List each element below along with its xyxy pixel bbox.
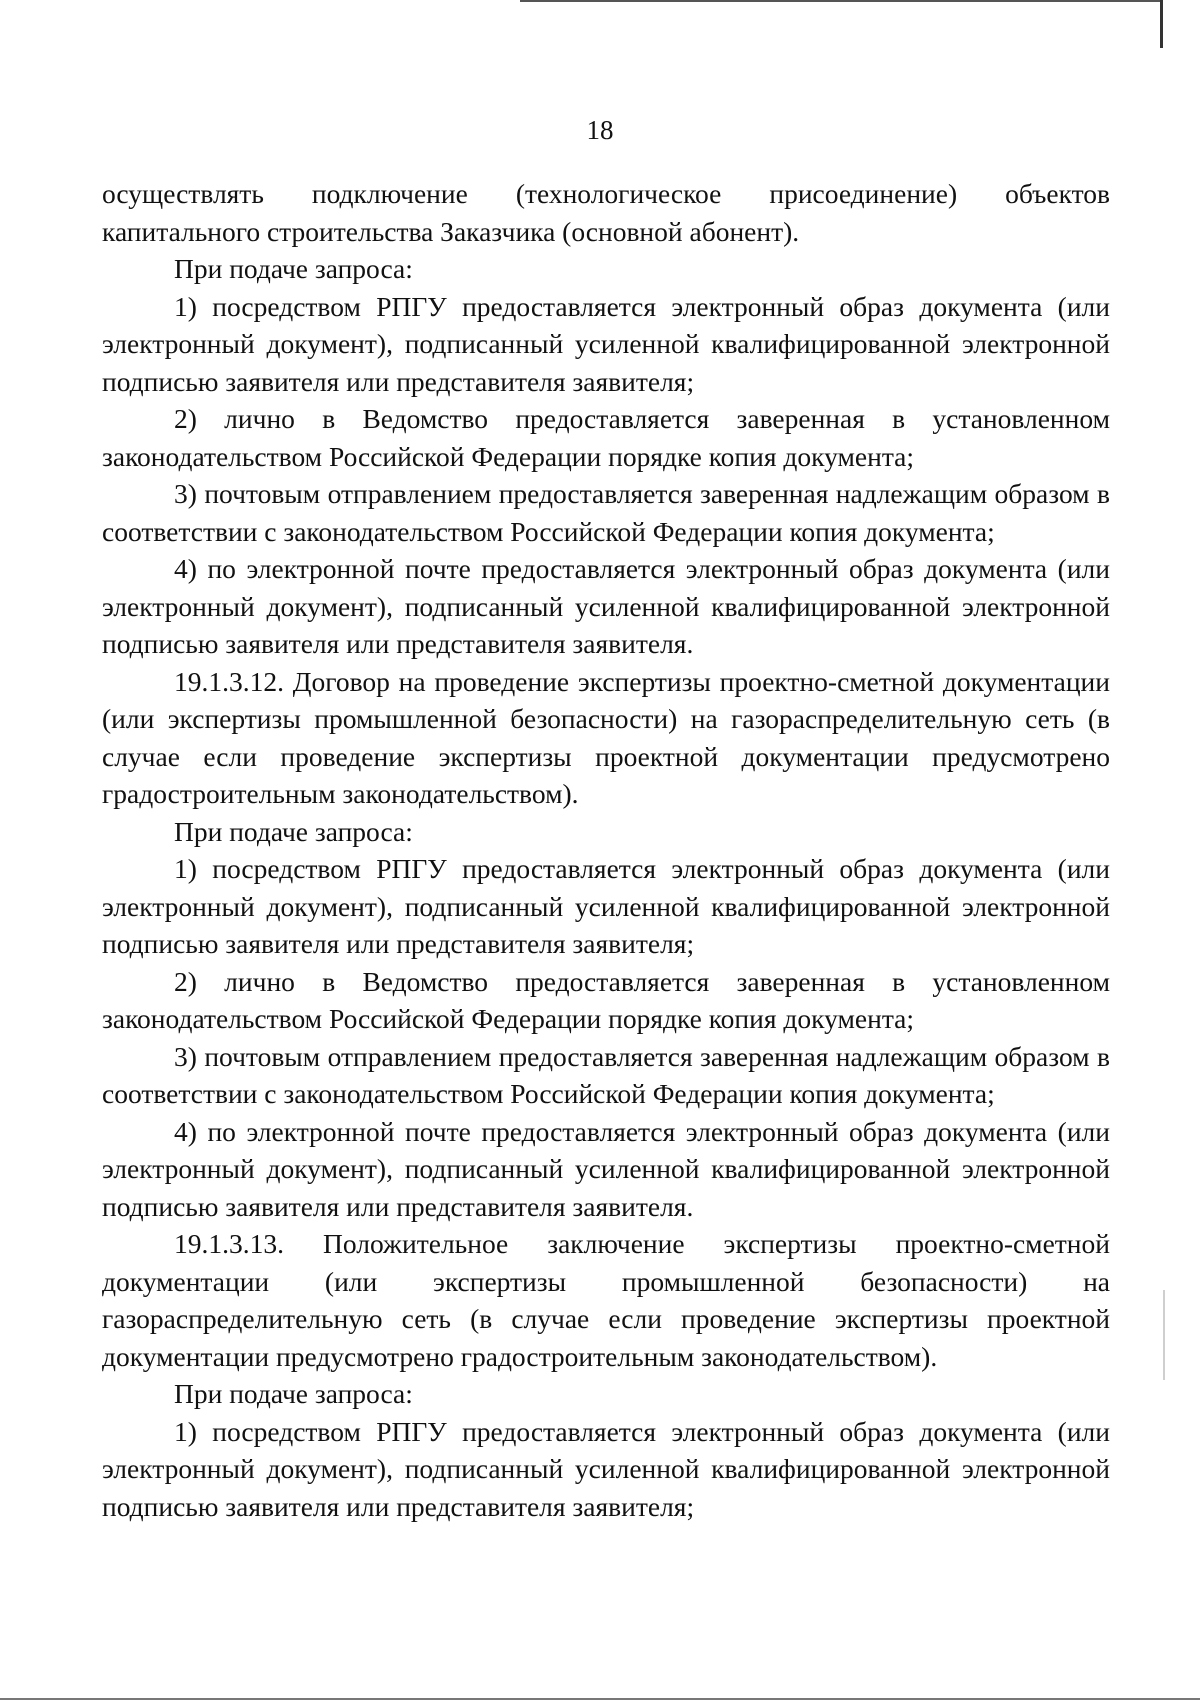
scan-edge-mark	[1160, 0, 1163, 48]
scan-border-top	[520, 0, 1160, 2]
paragraph-request-intro: При подаче запроса:	[174, 253, 413, 284]
scan-border-bottom	[0, 1698, 1200, 1700]
paragraph-list-item: 4) по электронной почте предоставляется электронный образ документа (или электронный документ), подписанный усиленной квалифицированной электронной подписью заявителя или представителя заявителя.	[102, 1115, 1110, 1222]
scan-edge-mark-faint	[1163, 1290, 1165, 1380]
paragraph-section-19-1-3-13: 19.1.3.13. Положительное заключение экспертизы проектно-сметной документации (или экспертизы промышленной безопасности) на газораспределительную сеть (в случае если проведение экспертизы проектной документации предусмотрено градостроительным законодательством).	[102, 1228, 1110, 1372]
paragraph-list-item: 3) почтовым отправлением предоставляется заверенная надлежащим образом в соответствии с законодательством Российской Федерации копия документа;	[102, 1040, 1110, 1109]
paragraph-list-item: 4) по электронной почте предоставляется электронный образ документа (или электронный документ), подписанный усиленной квалифицированной электронной подписью заявителя или представителя заявителя.	[102, 553, 1110, 659]
paragraph-list-item: 2) лично в Ведомство предоставляется заверенная в установленном законодательством Российской Федерации порядке копия документа;	[102, 965, 1110, 1034]
document-body	[102, 175, 1110, 1525]
paragraph-list-item: 1) посредством РПГУ предоставляется электронный образ документа (или электронный документ), подписанный усиленной квалифицированной электронной подписью заявителя или представителя заявителя;	[102, 1415, 1110, 1522]
paragraph-list-item: 3) почтовым отправлением предоставляется заверенная надлежащим образом в соответствии с законодательством Российской Федерации копия документа;	[102, 478, 1110, 547]
paragraph-continuation: осуществлять подключение (технологическое присоединение) объектов капитального строительства Заказчика (основной абонент).	[102, 178, 1110, 247]
paragraph-request-intro: При подаче запроса:	[174, 815, 413, 847]
paragraph-request-intro: При подаче запроса:	[174, 1378, 413, 1409]
page-number: 18	[586, 115, 614, 145]
paragraph-list-item: 1) посредством РПГУ предоставляется электронный образ документа (или электронный документ), подписанный усиленной квалифицированной электронной подписью заявителя или представителя заявителя;	[102, 853, 1110, 959]
paragraph-section-19-1-3-12: 19.1.3.12. Договор на проведение экспертизы проектно-сметной документации (или экспертизы промышленной безопасности) на газораспределительную сеть (в случае если проведение экспертизы проектной документации предусмотрено градостроительным законодательством).	[102, 665, 1110, 809]
paragraph-list-item: 2) лично в Ведомство предоставляется заверенная в установленном законодательством Российской Федерации порядке копия документа;	[102, 403, 1110, 472]
paragraph-list-item: 1) посредством РПГУ предоставляется электронный образ документа (или электронный документ), подписанный усиленной квалифицированной электронной подписью заявителя или представителя заявителя;	[102, 290, 1110, 397]
